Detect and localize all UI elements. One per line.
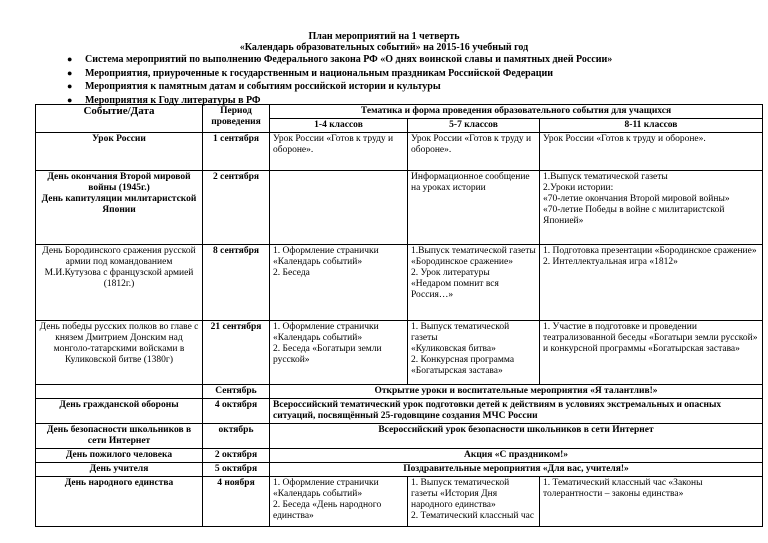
bullet-item: ● Система мероприятий по выполнению Федерального закона РФ «О днях воинской славы и памятных дней России» [67, 54, 613, 65]
cell-grade-5-7: Информационное сообщение на уроках истории [408, 171, 540, 245]
cell-event: День окончания Второй мировой войны (1945г.) День капитуляции милитаристской Японии [36, 171, 203, 245]
cell-grade-1-4: 1. Оформление странички «Календарь событий» 2. Беседа [270, 245, 408, 321]
header-event: Событие/Дата [36, 105, 203, 133]
cell-grade-1-4 [270, 171, 408, 245]
cell-date: 8 сентября [203, 245, 270, 321]
cell-date: 2 октября [203, 449, 270, 463]
table-row [36, 133, 763, 171]
cell-date: 4 ноября [203, 477, 270, 527]
document-title: План мероприятий на 1 четверть [308, 31, 460, 42]
cell-event: День Бородинского сражения русской армии под командованием М.И.Кутузова с французской армией (1812г.) [36, 245, 203, 321]
cell-date: 5 октября [203, 463, 270, 477]
cell-grade-1-4: Урок России «Готов к труду и обороне». [270, 133, 408, 171]
cell-grade-8-11: 1. Подготовка презентации «Бородинское сражение» 2. Интеллектуальная игра «1812» [540, 245, 763, 321]
cell-date: Сентябрь [203, 385, 270, 399]
table-row [36, 449, 763, 463]
cell-date: 4 октября [203, 399, 270, 424]
table-row [36, 385, 763, 399]
cell-event: Урок России [36, 133, 203, 171]
table-row [36, 477, 763, 527]
cell-grade-8-11: 1. Тематический классный час «Законы толерантности – законы единства» [540, 477, 763, 527]
bullet-dot-icon: ● [67, 94, 73, 105]
cell-grade-5-7: Урок России «Готов к труду и обороне». [408, 133, 540, 171]
events-table [35, 104, 763, 527]
header-period: Период проведения [203, 105, 270, 133]
bullet-item: ● Мероприятия к памятным датам и событиям российской истории и культуры [67, 81, 441, 92]
cell-theme: Всероссийский тематический урок подготовки детей к действиям в условиях экстремальных и опасных ситуаций, посвящённый 25-годовщине создания МЧС России [270, 399, 763, 424]
cell-event: День гражданской обороны [36, 399, 203, 424]
cell-theme: Акция «С праздником!» [270, 449, 763, 463]
header-grade-8-11: 8-11 классов [540, 119, 763, 133]
cell-event [36, 385, 203, 399]
cell-grade-8-11: Урок России «Готов к труду и обороне». [540, 133, 763, 171]
cell-grade-8-11: 1. Участие в подготовке и проведении театрализованной беседы «Богатыри земли русской» и конкурсной программы «Богатырская застава» [540, 321, 763, 385]
cell-grade-5-7: 1. Выпуск тематической газеты «История Дня народного единства» 2. Тематический классный час [408, 477, 540, 527]
document-subtitle: «Календарь образовательных событий» на 2015-16 учебный год [239, 42, 529, 53]
bullet-dot-icon: ● [67, 81, 73, 91]
cell-date: 1 сентября [203, 133, 270, 171]
cell-date: октябрь [203, 424, 270, 449]
cell-grade-8-11: 1.Выпуск тематической газеты 2.Уроки истории: «70-летие окончания Второй мировой войны» «70-летие Победы в войне с милитаристской Японией» [540, 171, 763, 245]
bullet-dot-icon: ● [67, 67, 73, 78]
table-row [36, 463, 763, 477]
bullet-item: ● Мероприятия к Году литературы в РФ [67, 94, 261, 106]
bullet-dot-icon: ● [67, 54, 73, 64]
bullet-list [66, 53, 612, 107]
table-row [36, 399, 763, 424]
header-grade-5-7: 5-7 классов [408, 119, 540, 133]
table-row [36, 424, 763, 449]
cell-grade-1-4: 1. Оформление странички «Календарь событий» 2. Беседа «Богатыри земли русской» [270, 321, 408, 385]
table-row [36, 171, 763, 245]
cell-theme: Всероссийский урок безопасности школьников в сети Интернет [270, 424, 763, 449]
cell-date: 21 сентября [203, 321, 270, 385]
table-header-row [36, 105, 763, 119]
cell-event: День победы русских полков во главе с князем Дмитрием Донским над монголо-татарскими войсками в Куликовской битве (1380г) [36, 321, 203, 385]
cell-date: 2 сентября [203, 171, 270, 245]
table-row [36, 245, 763, 321]
cell-event: День безопасности школьников в сети Интернет [36, 424, 203, 449]
table-row [36, 321, 763, 385]
cell-grade-5-7: 1. Выпуск тематической газеты «Куликовская битва» 2. Конкурсная программа «Богатырская застава» [408, 321, 540, 385]
cell-theme: Открытие уроки и воспитательные мероприятия «Я талантлив!» [270, 385, 763, 399]
cell-event: День пожилого человека [36, 449, 203, 463]
cell-grade-5-7: 1.Выпуск тематической газеты «Бородинское сражение» 2. Урок литературы «Недаром помнит вся Россия…» [408, 245, 540, 321]
bullet-item: ● Мероприятия, приуроченные к государственным и национальным праздникам Российской Федерации [67, 67, 553, 79]
header-theme: Тематика и форма проведения образовательного события для учащихся [270, 105, 763, 119]
cell-theme: Поздравительные мероприятия «Для вас, учителя!» [270, 463, 763, 477]
cell-event: День народного единства [36, 477, 203, 527]
header-grade-1-4: 1-4 классов [270, 119, 408, 133]
cell-grade-1-4: 1. Оформление странички «Календарь событий» 2. Беседа «День народного единства» [270, 477, 408, 527]
cell-event: День учителя [36, 463, 203, 477]
